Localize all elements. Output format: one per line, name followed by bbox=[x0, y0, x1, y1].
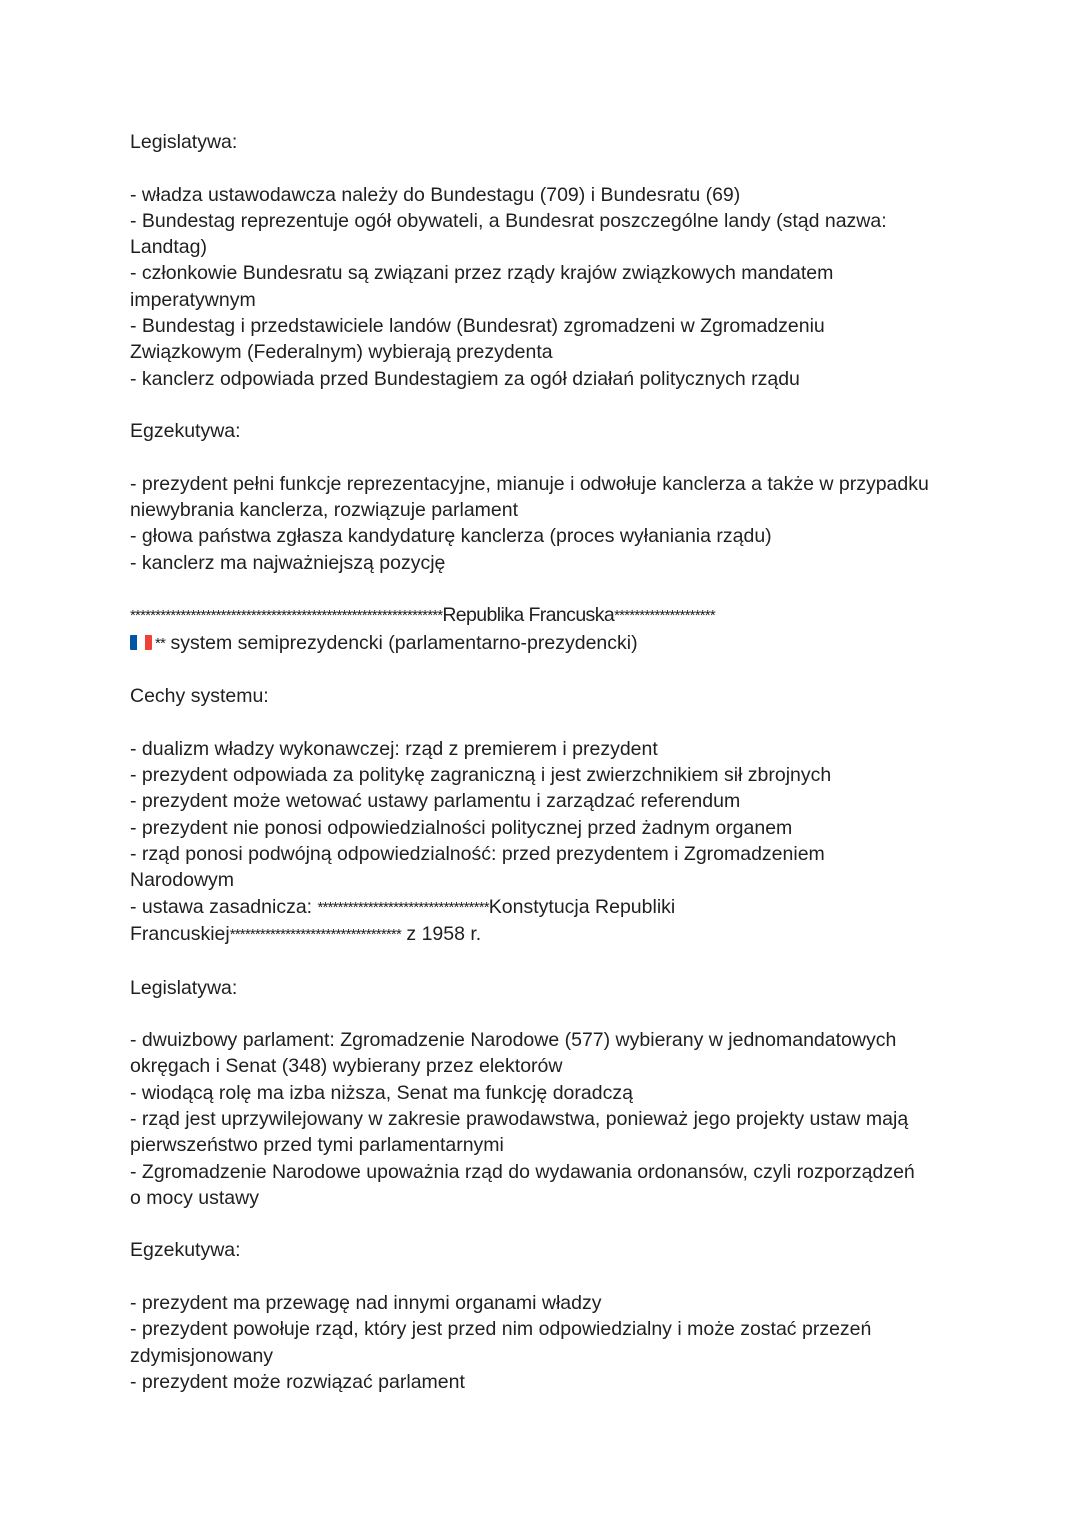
title-stars-left: ************************************************************** bbox=[130, 607, 443, 625]
list-legislatywa-france bbox=[130, 1027, 960, 1211]
constitution-suffix: z 1958 r. bbox=[400, 922, 482, 945]
list-item: - Zgromadzenie Narodowe upoważnia rząd do wydawania ordonansów, czyli rozporządzeń bbox=[130, 1160, 915, 1183]
list-item: o mocy ustawy bbox=[130, 1186, 259, 1209]
france-section-header bbox=[130, 602, 960, 657]
list-egzekutywa-france bbox=[130, 1290, 960, 1395]
flag-stripe-white bbox=[137, 635, 144, 650]
list-item: niewybrania kanclerza, rozwiązuje parlament bbox=[130, 499, 519, 522]
list-item: - członkowie Bundesratu są związani przez rządy krajów związkowych mandatem bbox=[130, 262, 834, 285]
list-item: - prezydent pełni funkcje reprezentacyjne, mianuje i odwołuje kanclerza a także w przypadku bbox=[130, 472, 929, 495]
list-item: - prezydent może wetować ustawy parlamentu i zarządzać referendum bbox=[130, 790, 741, 813]
heading-cechy-systemu: Cechy systemu: bbox=[130, 685, 269, 708]
document-page bbox=[130, 129, 960, 1422]
title-stars-right: ******************** bbox=[614, 607, 715, 625]
list-item: - prezydent ma przewagę nad innymi organami władzy bbox=[130, 1292, 602, 1315]
list-item: - władza ustawodawcza należy do Bundestagu (709) i Bundesratu (69) bbox=[130, 183, 741, 206]
france-title-line bbox=[130, 602, 960, 629]
list-item: Związkowym (Federalnym) wybierają prezydenta bbox=[130, 341, 553, 364]
heading-egzekutywa-france: Egzekutywa: bbox=[130, 1239, 241, 1262]
list-item: - prezydent odpowiada za politykę zagraniczną i jest zwierzchnikiem sił zbrojnych bbox=[130, 764, 832, 787]
list-item: zdymisjonowany bbox=[130, 1344, 274, 1367]
list-item: - dwuizbowy parlament: Zgromadzenie Narodowe (577) wybierany w jednomandatowych bbox=[130, 1029, 897, 1052]
constitution-prefix: - ustawa zasadnicza: bbox=[130, 895, 318, 918]
heading-legislatywa-france: Legislatywa: bbox=[130, 976, 238, 999]
list-legislatywa-germany bbox=[130, 182, 960, 392]
list-item: - kanclerz ma najważniejszą pozycję bbox=[130, 551, 446, 574]
list-item: - kanclerz odpowiada przed Bundestagiem za ogół działań politycznych rządu bbox=[130, 367, 800, 390]
constitution-stars-1: ********************************** bbox=[317, 898, 489, 916]
heading-egzekutywa-germany: Egzekutywa: bbox=[130, 420, 241, 443]
france-subtitle: system semiprezydencki (parlamentarno-prezydencki) bbox=[165, 631, 638, 654]
list-item: pierwszeństwo przed tymi parlamentarnymi bbox=[130, 1134, 504, 1157]
list-egzekutywa-germany bbox=[130, 471, 960, 576]
list-item: - prezydent może rozwiązać parlament bbox=[130, 1370, 465, 1393]
flag-stripe-blue bbox=[130, 635, 137, 650]
constitution-name-2: Francuskiej bbox=[130, 922, 230, 945]
list-item: - wiodącą rolę ma izba niższa, Senat ma funkcję doradczą bbox=[130, 1081, 633, 1104]
list-item: - prezydent powołuje rząd, który jest przed nim odpowiedzialny i może zostać przezeń bbox=[130, 1318, 872, 1341]
france-subtitle-line bbox=[130, 630, 960, 657]
list-item: - głowa państwa zgłasza kandydaturę kanclerza (proces wyłaniania rządu) bbox=[130, 525, 772, 548]
list-item: - rząd ponosi podwójną odpowiedzialność: przed prezydentem i Zgromadzeniem bbox=[130, 843, 825, 866]
subtitle-stars: ** bbox=[155, 634, 166, 652]
france-title: Republika Francuska bbox=[442, 604, 615, 627]
french-flag-icon bbox=[130, 635, 152, 650]
list-item-constitution-cont bbox=[130, 921, 960, 948]
heading-legislatywa-germany: Legislatywa: bbox=[130, 131, 238, 153]
list-item: - prezydent nie ponosi odpowiedzialności politycznej przed żadnym organem bbox=[130, 816, 793, 839]
flag-stripe-red bbox=[145, 635, 152, 650]
constitution-name-1: Konstytucja Republiki bbox=[488, 895, 676, 918]
list-item: Narodowym bbox=[130, 869, 235, 892]
list-item: - dualizm władzy wykonawczej: rząd z premierem i prezydent bbox=[130, 737, 658, 760]
constitution-stars-2: ********************************** bbox=[229, 925, 401, 943]
list-item: Landtag) bbox=[130, 236, 207, 259]
list-item-constitution bbox=[130, 894, 960, 921]
list-item: okręgach i Senat (348) wybierany przez elektorów bbox=[130, 1055, 563, 1078]
list-item: imperatywnym bbox=[130, 288, 256, 311]
list-item: - Bundestag i przedstawiciele landów (Bundesrat) zgromadzeni w Zgromadzeniu bbox=[130, 315, 825, 338]
list-item: - Bundestag reprezentuje ogół obywateli, a Bundesrat poszczególne landy (stąd nazwa: bbox=[130, 209, 887, 232]
list-item: - rząd jest uprzywilejowany w zakresie prawodawstwa, ponieważ jego projekty ustaw mają bbox=[130, 1107, 909, 1130]
list-cechy-systemu bbox=[130, 736, 960, 948]
